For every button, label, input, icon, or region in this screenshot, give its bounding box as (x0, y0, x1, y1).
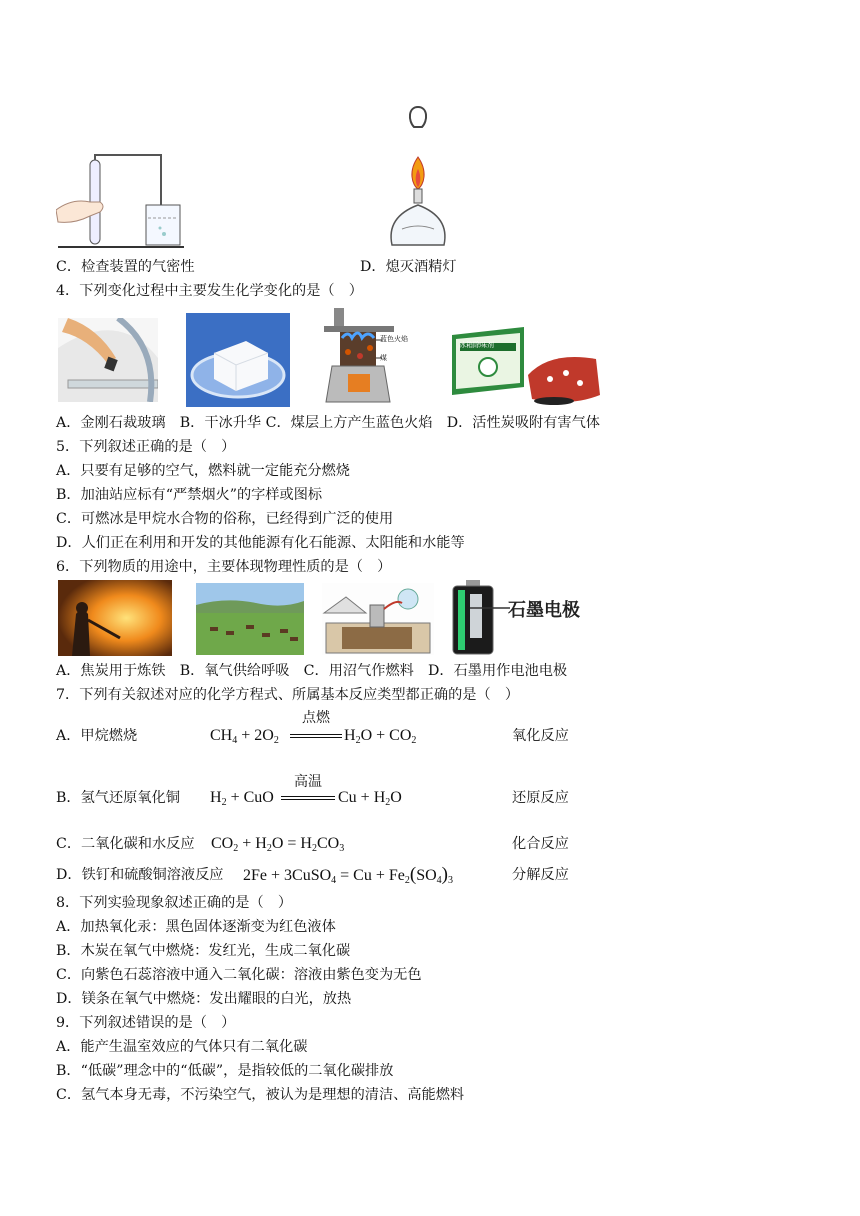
q7-a-reaction-sign (290, 734, 342, 738)
grassland-cattle-image (196, 583, 304, 655)
glass-cutting-image (58, 318, 158, 402)
q7-a-reactants: $CH_4 + 2O_2$ (210, 727, 279, 746)
q5-option-a: A．只要有足够的空气，燃料就一定能充分燃烧 (56, 463, 350, 479)
q7-stem: 7．下列有关叙述对应的化学方程式、所属基本反应类型都正确的是（ ） (56, 687, 520, 703)
q3-option-c: C．检查装置的气密性 (56, 259, 195, 275)
q7-b-condition: 高温 (294, 774, 322, 790)
q7-a-label: A．甲烷燃烧 (56, 728, 138, 744)
q3-option-d: D．熄灭酒精灯 (360, 259, 457, 275)
q5-option-b: B．加油站应标有“严禁烟火”的字样或图标 (56, 487, 323, 503)
q9-stem: 9．下列叙述错误的是（ ） (56, 1015, 236, 1031)
q6-options: A．焦炭用于炼铁 B．氧气供给呼吸 C．用沼气作燃料 D．石墨用作电池电极 (56, 663, 568, 679)
q5-option-d: D．人们正在利用和开发的其他能源有化石能源、太阳能和水能等 (56, 535, 465, 551)
alcohol-lamp-image (378, 105, 458, 253)
q7-b-type: 还原反应 (512, 790, 569, 806)
q5-option-c: C．可燃冰是甲烷水合物的俗称，已经得到广泛的使用 (56, 511, 394, 527)
graphite-electrode-label: 石墨电极 (508, 600, 580, 621)
q8-option-d: D．镁条在氧气中燃烧：发出耀眼的白光，放热 (56, 991, 352, 1007)
dry-ice-image (186, 313, 290, 407)
q6-stem: 6．下列物质的用途中，主要体现物理性质的是（ ） (56, 559, 392, 575)
q7-d-label: D．铁钉和硫酸铜溶液反应 (56, 867, 224, 883)
activated-carbon-image (450, 325, 602, 407)
q8-option-c: C．向紫色石蕊溶液中通入二氧化碳：溶液由紫色变为无色 (56, 967, 422, 983)
q7-c-equation: $CO_2 + H_2O = H_2CO_3$ (211, 835, 345, 854)
iron-smelting-image (58, 580, 172, 656)
stove-coal-label: 煤 (380, 354, 387, 362)
q7-d-type: 分解反应 (512, 867, 569, 883)
q5-stem: 5．下列叙述正确的是（ ） (56, 439, 236, 455)
q7-a-type: 氧化反应 (512, 728, 569, 744)
q7-d-equation: 2Fe + 3CuSO$_4$ = $Cu + Fe_2(SO_4)_3$ (243, 864, 453, 886)
coal-stove-image (318, 308, 400, 408)
q7-b-reaction-sign (281, 796, 335, 800)
graphite-arrow-line (470, 603, 510, 613)
graphite-battery-image (450, 580, 496, 656)
q7-b-reactants: $H_2$ + CuO (210, 789, 274, 808)
q8-option-b: B．木炭在氧气中燃烧：发红光，生成二氧化碳 (56, 943, 351, 959)
stove-flame-label: 蓝色火焰 (380, 335, 408, 343)
q7-c-label: C．二氧化碳和水反应 (56, 836, 195, 852)
q8-option-a: A．加热氧化汞：黑色固体逐渐变为红色液体 (56, 919, 336, 935)
q7-a-condition: 点燃 (302, 710, 330, 726)
q4-stem: 4．下列变化过程中主要发生化学变化的是（ ） (56, 283, 363, 299)
deodorant-box-label: 冰箱除味剂 (459, 341, 494, 349)
q7-a-products: $H_2O + CO_2$ (344, 727, 417, 746)
airtightness-apparatus-image (56, 150, 186, 250)
biogas-digester-image (322, 583, 434, 655)
q8-stem: 8．下列实验现象叙述正确的是（ ） (56, 895, 293, 911)
q7-c-type: 化合反应 (512, 836, 569, 852)
q9-option-a: A．能产生温室效应的气体只有二氧化碳 (56, 1039, 308, 1055)
q9-option-c: C．氢气本身无毒，不污染空气，被认为是理想的清洁、高能燃料 (56, 1087, 465, 1103)
q7-b-label: B．氢气还原氧化铜 (56, 790, 180, 806)
q4-options: A．金刚石裁玻璃 B．干冰升华 C．煤层上方产生蓝色火焰 D．活性炭吸附有害气体 (56, 415, 600, 431)
q7-b-products: $Cu + H_2O$ (338, 789, 402, 808)
q9-option-b: B．“低碳”理念中的“低碳”，是指较低的二氧化碳排放 (56, 1063, 394, 1079)
